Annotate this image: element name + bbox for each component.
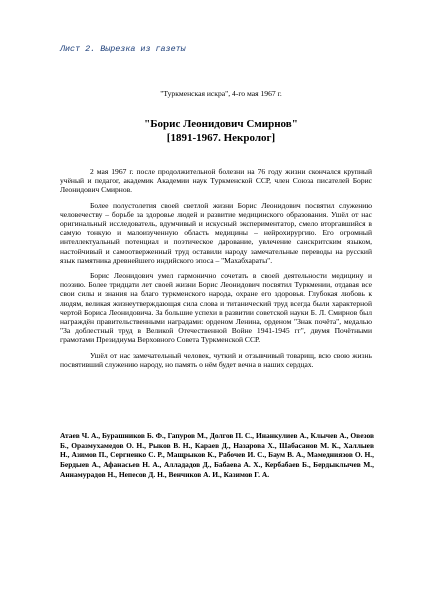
newspaper-source: "Туркменская искра", 4-го мая 1967 г. [160, 89, 282, 98]
paragraph: Борис Леонидович умел гармонично сочетать в своей деятельности медицину и поэзию. Более тридцати лет своей жизни Борис Леонидович посвятил Туркмении, отдавая все свои силы и знания на благо туркменского народа, охране его здоровья. Глубокая любовь к людям, великая жизнеутверждающая сила слова и титанический труд всегда были характерной чертой Бориса Леонидовича. За большие успехи в развитии советской науки Б. Л. Смирнов был награждён правительственными наградами: орденом Ленина, орденом "Знак почёта", медалью "За доблестный труд в Великой Отечественной Войне 1941-1945 гг", двумя Почётными грамотами Президиума Верховного Совета Туркменской ССР. [60, 271, 372, 345]
paragraph: 2 мая 1967 г. после продолжительной болезни на 76 году жизни скончался крупный учёный и педагог, академик Академии наук Туркменской ССР, член Союза писателей Борис Леонидович Смирнов. [60, 167, 372, 195]
title-subtitle: [1891-1967. Некролог] [166, 132, 276, 144]
title-name: "Борис Леонидович Смирнов" [144, 118, 298, 130]
article-body [60, 167, 372, 375]
signatories-list: Атаев Ч. А., Бурашников Б. Ф., Гапуров М., Долгов П. С., Инанкулиев А., Клычев А., Овезов Б., Оразмухамедов О. Н., Рыков В. Н., Караев Д., Назарова Х., Шабасанов М. К., Халлыев Н., Азимов П., Сергиенко С. Р., Мащрыков К., Рабочев И. С., Баум В. А., Мамедниязов О. Н., Бердыев А., Афанасьев Н. А., Аллададов Д., Бабаева А. Х., Кербабаев Б., Бердыклычев М., Аннамурадов Н., Непесов Д. Н., Венчиков А. И., Казимов Г. А. [60, 431, 374, 479]
paragraph: Более полустолетия своей светлой жизни Борис Леонидович посвятил служению человечеству – борьбе за здоровье людей и развитие медицинского образования. Ушёл от нас оригинальный исследователь, вдумчивый и искусный экспериментатор, смело вторгавшийся в самую тонкую и малоизученную область медицины – нейрохирургию. Его огромный интеллектуальный потенциал и поэтическое дарование, увлечение санскритским языком, настойчивый и самоотверженный труд оставили народу замечательные переводы на русский язык памятника древнейшего индийского эпоса – "Махабхараты". [60, 200, 372, 265]
article-title [0, 117, 424, 145]
paragraph: Ушёл от нас замечательный человек, чуткий и отзывчивый товарищ, всю свою жизнь посвятивший служению народу, но память о нём будет вечна в наших сердцах. [60, 350, 372, 369]
sheet-label: Лист 2. Вырезка из газеты [60, 44, 186, 54]
